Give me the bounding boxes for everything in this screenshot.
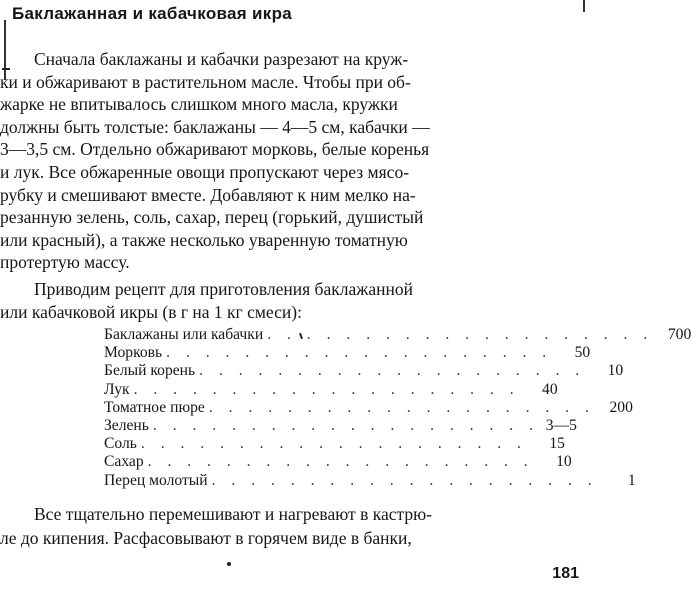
recipe-row (104, 380, 558, 399)
leader-dots: . . . . . . . . . . . . . . . . . . . . (147, 453, 534, 471)
leader-dots: . . . . . . . . . . . . . . . . . . . . (140, 435, 527, 453)
text-line: Сначала баклажаны и кабачки разрезают на круж- (34, 49, 409, 69)
ingredient-amount: 1 (627, 471, 636, 489)
ingredient-name: Томатное пюре (104, 398, 205, 416)
recipe-row (104, 417, 577, 435)
text-line: или красный), а также несколько уваренную томатную (0, 229, 408, 250)
ingredient-amount: 10 (556, 453, 572, 471)
ingredient-name: Зелень (104, 417, 149, 435)
ingredient-name: Сахар (104, 453, 144, 471)
text-line: 3—3,5 см. Отдельно обжаривают морковь, белые коренья (0, 139, 430, 160)
margin-rule-right (583, 0, 585, 12)
ingredient-name: Баклажаны или кабачки (104, 326, 264, 343)
text-line: ле до кипения. Расфасовывают в горячем виде в банки, (0, 528, 412, 548)
page-number: 181 (552, 565, 579, 582)
leader-dots: . . . . . . . . . . . . . . . . . . . . (133, 380, 520, 398)
recipe-row (104, 471, 636, 490)
leader-dots: . . . . . . . . . . . . . . . . . . . . (166, 344, 553, 362)
ingredient-name: Лук (104, 380, 130, 398)
leader-dots: . . . . . . . . . . . . . . . . . . . . (152, 417, 539, 435)
ingredient-name: Соль (104, 435, 137, 453)
ingredient-amount: 50 (574, 344, 591, 362)
section-heading: Баклажанная и кабачковая икра (12, 4, 293, 23)
ingredient-amount: 10 (607, 362, 624, 380)
stray-dot (227, 562, 231, 566)
ingredient-amount: 3—5 (545, 417, 577, 435)
leader-dots: . . . . . . . . . . . . . . . . . . . . (211, 471, 598, 489)
text-line: ки и обжаривают в растительном масле. Чтобы при об- (0, 71, 411, 92)
text-line: и лук. Все обжаренные овощи пропускают через мясо- (0, 161, 410, 182)
leader-dots: . . . . . . . . . . . . . . . . . . . . (267, 326, 654, 343)
ingredient-name: Морковь (104, 344, 163, 362)
paragraph-closing (0, 502, 600, 550)
text-line: должны быть толстые: баклажаны — 4—5 см, кабачки — (0, 116, 430, 137)
leader-dots: . . . . . . . . . . . . . . . . . . . . (199, 362, 586, 380)
ingredient-amount: 700 (667, 326, 691, 343)
leader-dots: . . . . . . . . . . . . . . . . . . . . (208, 398, 595, 416)
recipe-row (104, 435, 565, 453)
ingredient-name: Перец молотый (104, 471, 208, 489)
text-line: или кабачковой икры (в г на 1 кг смеси): (0, 301, 302, 322)
recipe-table (104, 326, 691, 490)
ingredient-amount: 40 (542, 380, 558, 398)
paragraph-intro (0, 48, 600, 323)
ingredient-name: Белый корень (104, 362, 196, 380)
recipe-row (104, 453, 572, 471)
text-line: Приводим рецепт для приготовления баклажанной (34, 278, 413, 299)
text-line: резанную зелень, соль, сахар, перец (горький, душистый (0, 207, 424, 228)
recipe-row (104, 344, 591, 362)
recipe-row (104, 362, 624, 380)
text-line: Все тщательно перемешивают и нагревают в кастрю- (34, 504, 433, 524)
text-line: жарке не впитывалось слишком много масла, кружки (0, 94, 398, 115)
text-line: рубку и смешивают вместе. Добавляют к ним мелко на- (0, 184, 416, 205)
recipe-row (104, 398, 633, 417)
text-line: протертую массу. (0, 252, 130, 273)
ingredient-amount: 200 (609, 398, 633, 416)
recipe-row (104, 326, 691, 344)
ingredient-amount: 15 (549, 435, 565, 453)
